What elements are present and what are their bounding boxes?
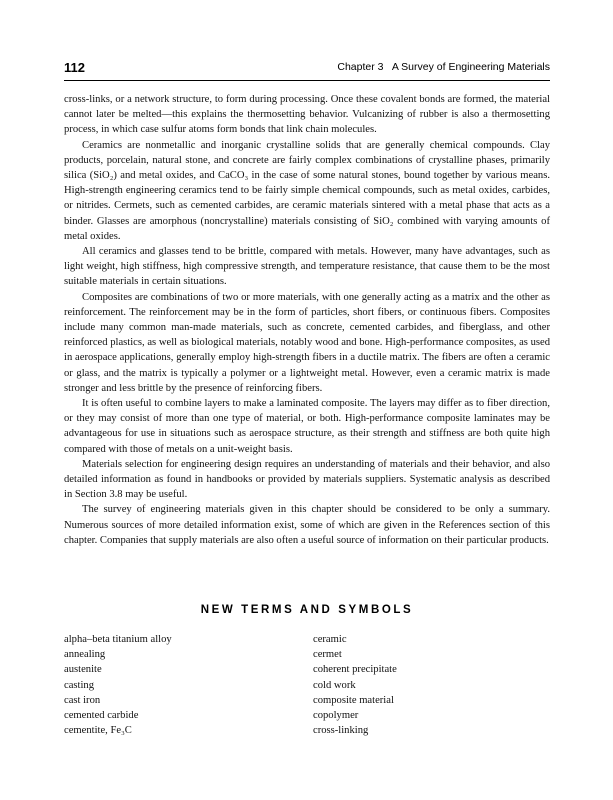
section-heading: NEW TERMS AND SYMBOLS bbox=[200, 604, 414, 616]
term-item: composite material bbox=[313, 694, 394, 706]
paragraph: It is often useful to combine layers to make a laminated composite. The layers may differ as to fiber direction, or they may consist of more than one type of material, or both. High-performance composite laminates may be advantageous for use in situations such as aerospace structure, as their strength and stiffness are both quite high compared with those of metals on a unit-weight basis. bbox=[64, 398, 550, 455]
term-item: copolymer bbox=[313, 710, 359, 722]
term-item: annealing bbox=[64, 649, 106, 661]
page-header bbox=[64, 60, 550, 81]
term-item: cemented carbide bbox=[64, 710, 139, 722]
term-item: coherent precipitate bbox=[313, 664, 397, 676]
running-head bbox=[337, 61, 550, 73]
term-item: cross-linking bbox=[313, 725, 369, 737]
paragraph: Ceramics are nonmetallic and inorganic crystalline solids that are generally chemical compounds. Clay products, porcelain, natural stone, and concrete are fairly complex combinations of crystalline phases, primarily silica (SiO₂) and metal oxides, and CaCO₃ in the case of some natural stones, bound together by various means. High-strength engineering ceramics tend to be fairly simple chemical compounds, such as metal oxides, carbides, or nitrides. Cermets, such as cemented carbides, are ceramic materials sintered with a metal phase that acts as a binder. Glasses are amorphous (noncrystalline) materials consisting of SiO₂ combined with varying amounts of metal oxides. bbox=[64, 139, 550, 242]
term-item: ceramic bbox=[313, 634, 347, 645]
body-text bbox=[64, 92, 550, 548]
paragraph: All ceramics and glasses tend to be brittle, compared with metals. However, many have advantages, such as light weight, high stiffness, high compressive strength, and temperature resistance, that cause them to be the most suitable materials in certain situations. bbox=[64, 246, 550, 288]
chapter-label: Chapter 3 bbox=[337, 61, 384, 73]
terms-list-right bbox=[313, 632, 543, 738]
term-item: cementite, Fe₃C bbox=[64, 725, 132, 737]
term-item: alpha–beta titanium alloy bbox=[64, 634, 172, 645]
term-item: cold work bbox=[313, 679, 356, 691]
term-item: cast iron bbox=[64, 694, 101, 706]
term-item: cermet bbox=[313, 649, 342, 661]
paragraph: Composites are combinations of two or more materials, with one generally acting as a matrix and the other as reinforcement. The reinforcement may be in the form of particles, short fibers, or continuous fibers. Composites include many common man-made materials, such as concrete, cemented carbides, and fiberglass, and other reinforced plastics, as well as biological materials, notably wood and bone. High-performance composites, as used in aerospace applications, generally employ high-strength fibers in a ductile matrix. The fibers are often a ceramic or glass, and the matrix is typically a polymer or a lightweight metal. However, even a ceramic matrix is made stronger and less brittle by the presence of reinforcing fibers. bbox=[64, 291, 550, 394]
paragraph: cross-links, or a network structure, to form during processing. Once these covalent bonds are formed, the material cannot later be melted—this explains the thermosetting behavior. Vulcanizing of rubber is also a thermosetting process, in which case sulfur atoms form bonds that link chain molecules. bbox=[64, 94, 550, 136]
paragraph: Materials selection for engineering design requires an understanding of materials and their behavior, and also detailed information as found in handbooks or provided by materials suppliers. Systematic analysis as described in Section 3.8 may be useful. bbox=[64, 458, 550, 501]
term-item: austenite bbox=[64, 664, 102, 676]
terms-list-left bbox=[64, 632, 284, 738]
page-number: 112 bbox=[64, 60, 85, 75]
paragraph: The survey of engineering materials given in this chapter should be considered to be only a summary. Numerous sources of more detailed information exist, some of which are given in the References section of this chapter. Companies that supply materials are also often a useful source of information on their particular products. bbox=[64, 504, 550, 546]
term-item: casting bbox=[64, 679, 95, 691]
chapter-title: A Survey of Engineering Materials bbox=[391, 61, 550, 73]
